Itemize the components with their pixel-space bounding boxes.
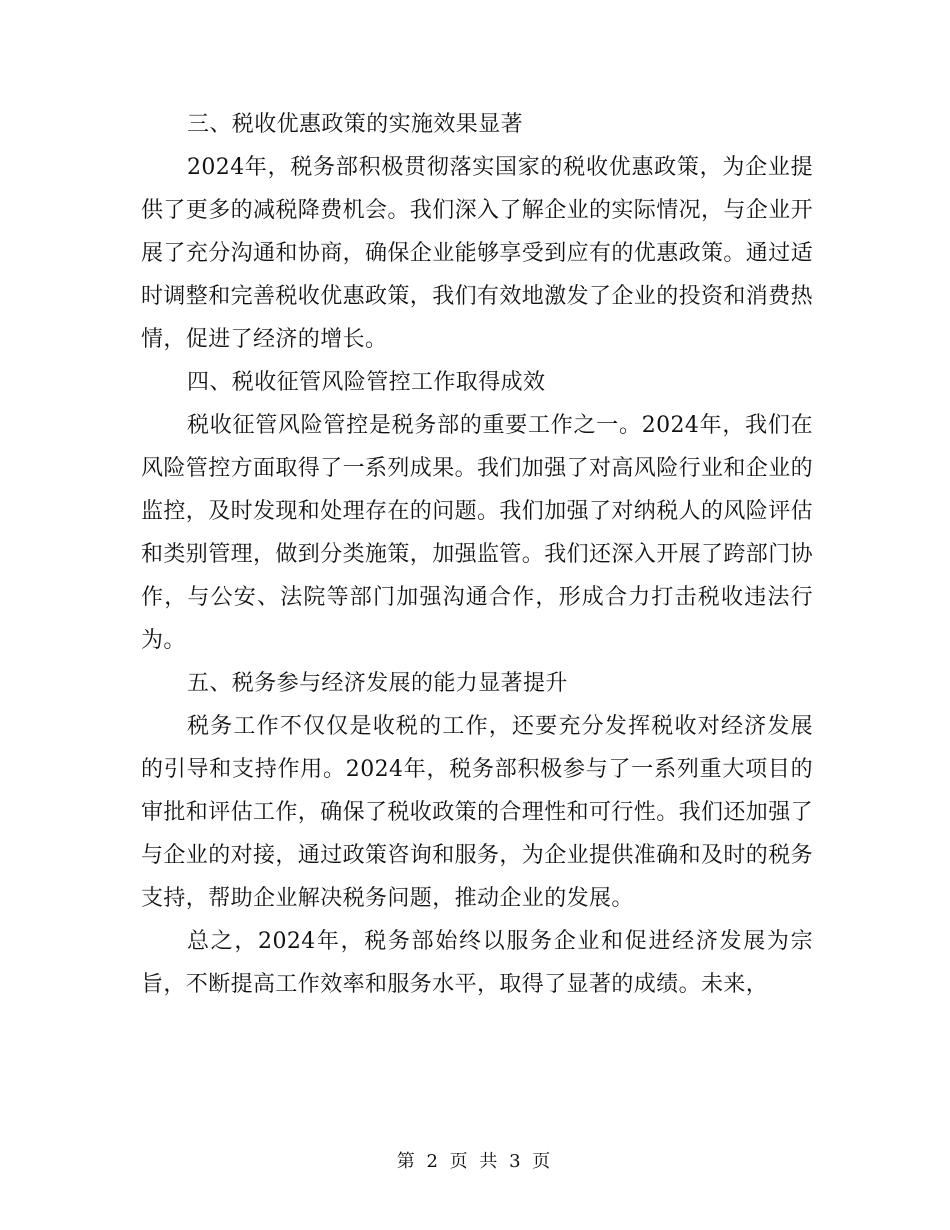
page-number-footer: 第 2 页 共 3 页 [396, 1151, 554, 1172]
paragraph-tax-incentives: 2024年，税务部积极贯彻落实国家的税收优惠政策，为企业提供了更多的减税降费机会。我们深入了解企业的实际情况，与企业开展了充分沟通和协商，确保企业能够享受到应有的优惠政策。通过适时调整和完善税收优惠政策，我们有效地激发了企业的投资和消费热情，促进了经济的增长。 [141, 155, 814, 352]
paragraph-economic-development: 税务工作不仅仅是收税的工作，还要充分发挥税收对经济发展的引导和支持作用。2024年，税务部积极参与了一系列重大项目的审批和评估工作，确保了税收政策的合理性和可行性。我们还加强了与企业的对接，通过政策咨询和服务，为企业提供准确和及时的税务支持，帮助企业解决税务问题，推动企业的发展。 [141, 714, 814, 911]
section-heading-3: 三、税收优惠政策的实施效果显著 [187, 112, 524, 137]
section-heading-5: 五、税务参与经济发展的能力显著提升 [187, 671, 568, 696]
document-body [141, 103, 813, 1006]
paragraph-conclusion: 总之，2024年，税务部始终以服务企业和促进经济发展为宗旨，不断提高工作效率和服务水平，取得了显著的成绩。未来， [141, 929, 813, 997]
section-heading-4: 四、税收征管风险管控工作取得成效 [187, 370, 546, 395]
paragraph-risk-control: 税收征管风险管控是税务部的重要工作之一。2024年，我们在风险管控方面取得了一系列成果。我们加强了对高风险行业和企业的监控，及时发现和处理存在的问题。我们加强了对纳税人的风险评估和类别管理，做到分类施策，加强监管。我们还深入开展了跨部门协作，与公安、法院等部门加强沟通合作，形成合力打击税收违法行为。 [141, 413, 814, 653]
